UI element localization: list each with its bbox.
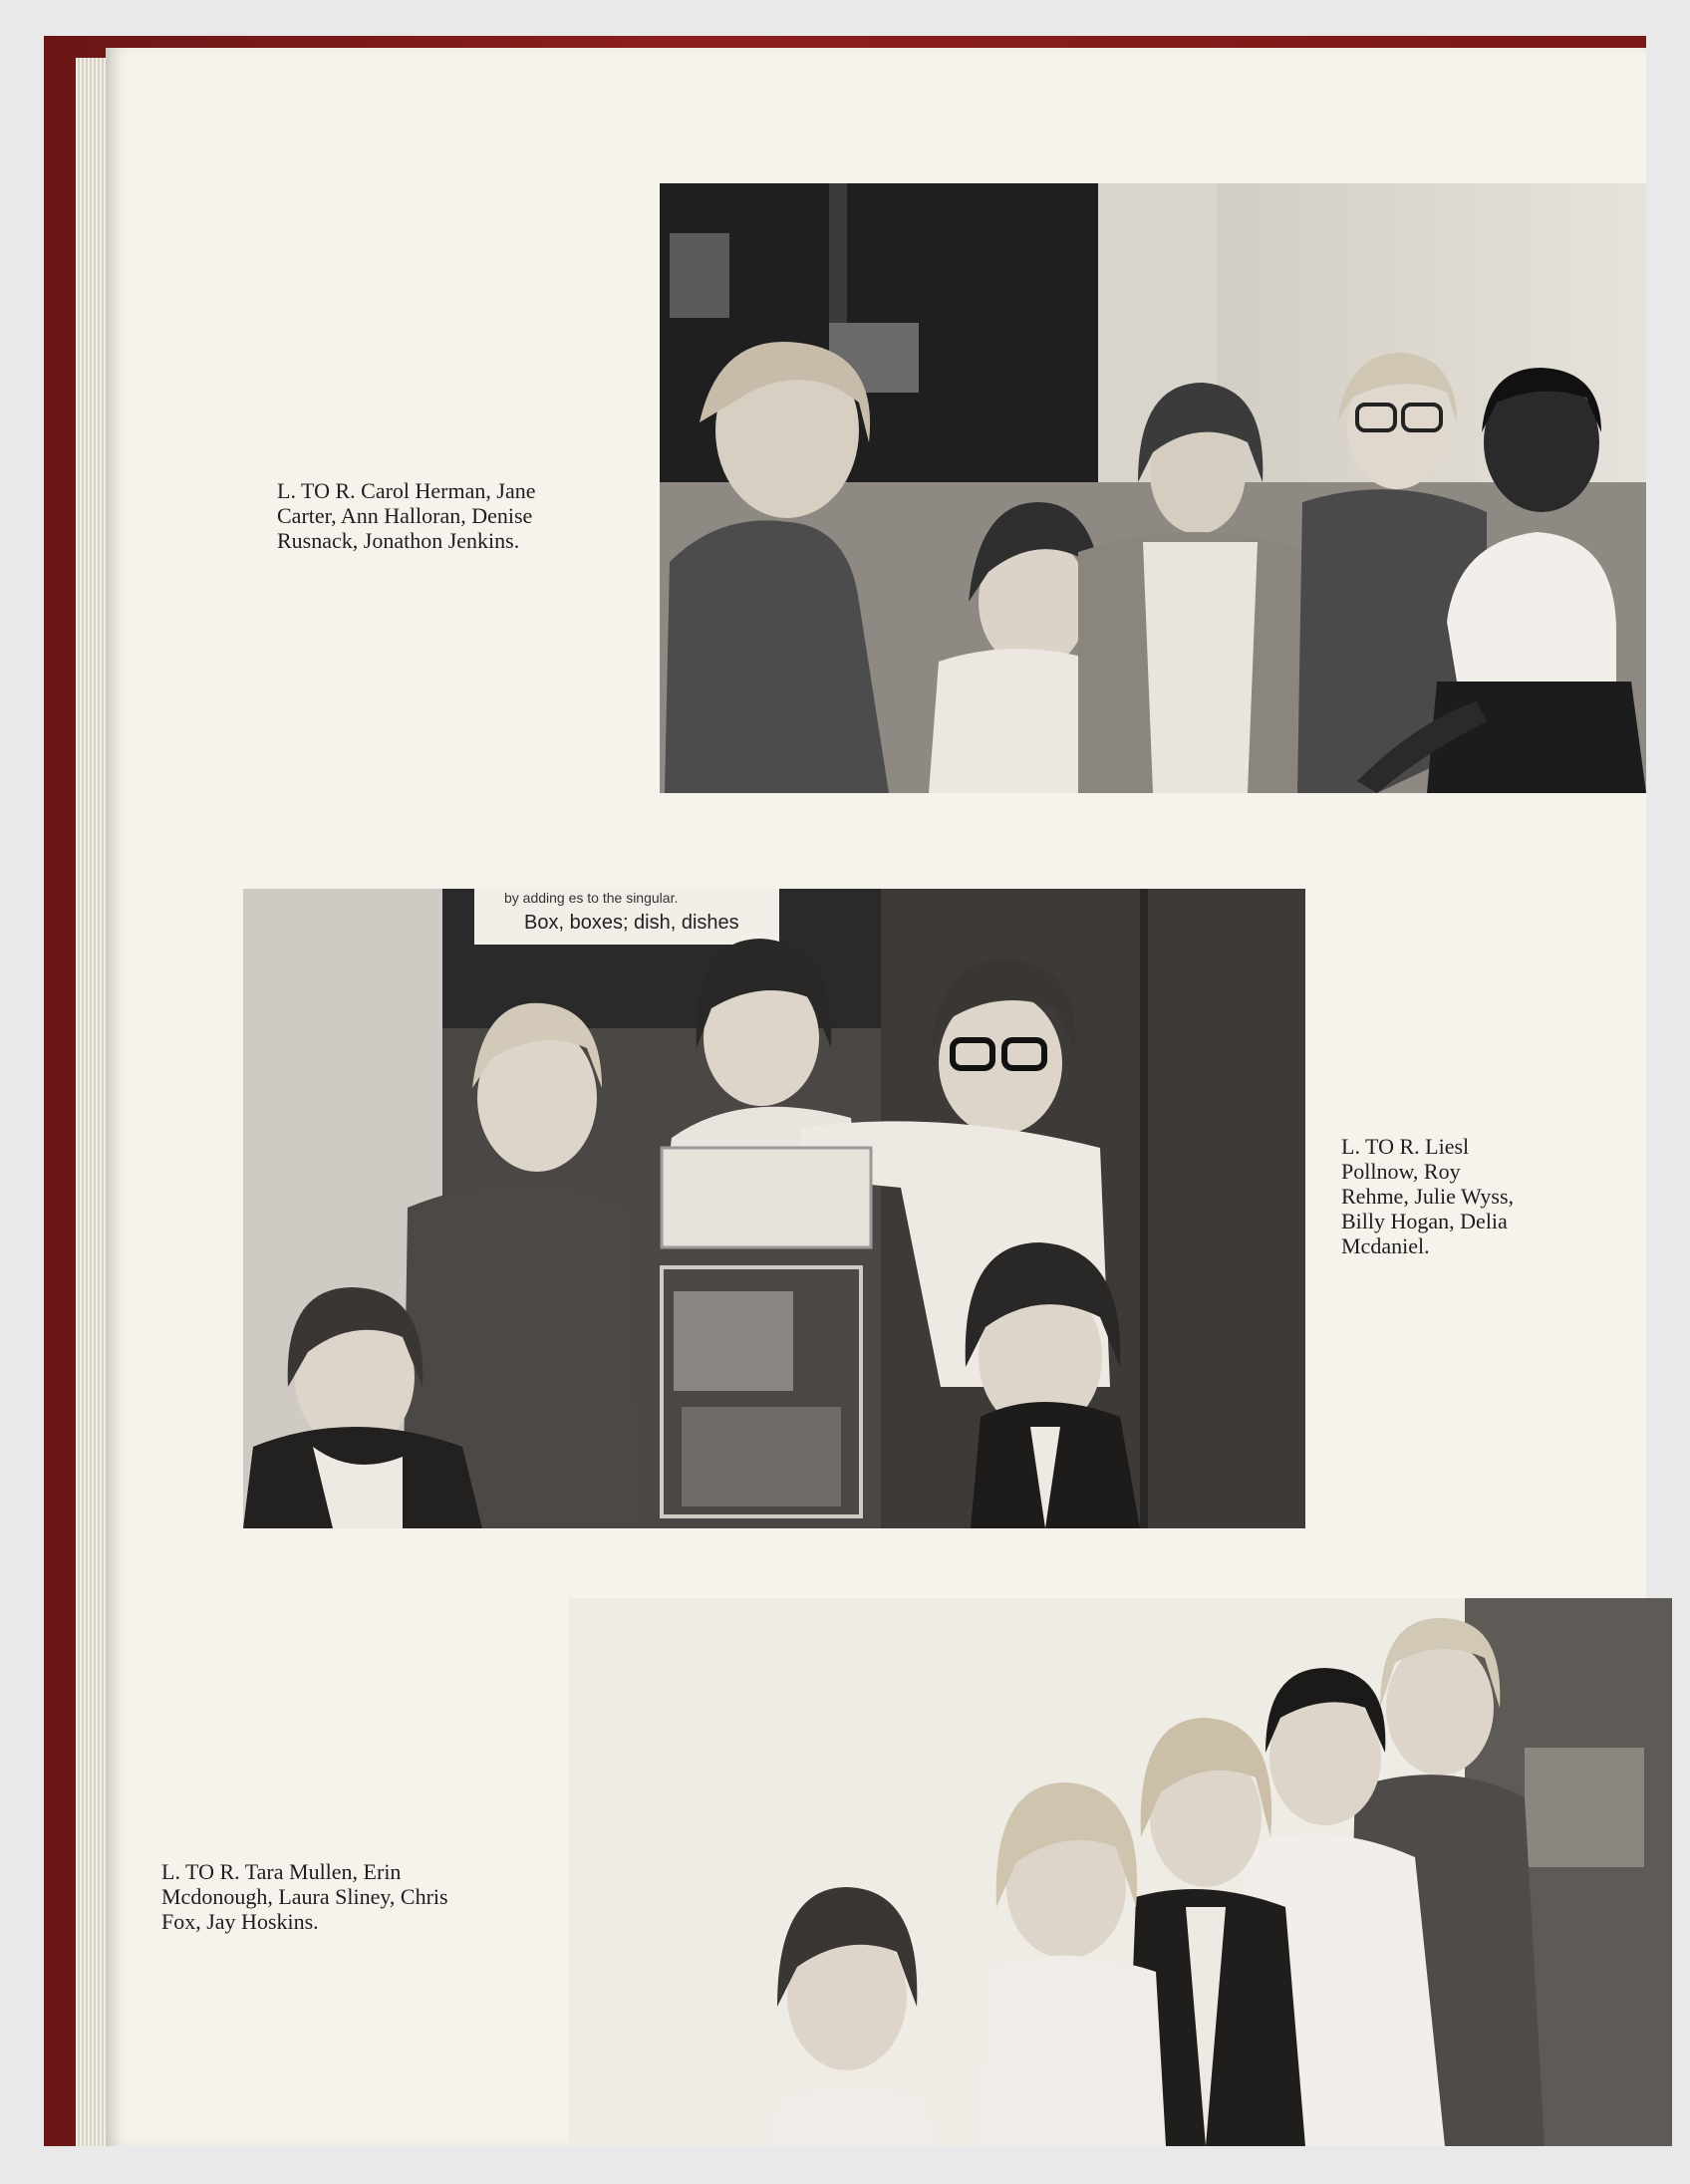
photo-top-image xyxy=(660,183,1646,793)
yearbook-page xyxy=(106,48,1646,2146)
poster-line-1: by adding es to the singular. xyxy=(504,890,679,906)
caption-top xyxy=(277,478,535,553)
caption-middle-line-2: Pollnow, Roy xyxy=(1341,1159,1461,1184)
photo-top-group xyxy=(660,183,1646,793)
caption-top-line-2: Carter, Ann Halloran, Denise xyxy=(277,503,533,528)
photo-middle-image xyxy=(243,889,1305,1528)
caption-middle xyxy=(1341,1134,1514,1258)
photo-middle-group xyxy=(243,889,1305,1528)
caption-top-line-3: Rusnack, Jonathon Jenkins. xyxy=(277,528,520,553)
photo-bottom-image xyxy=(568,1598,1672,2146)
poster-line-2: Box, boxes; dish, dishes xyxy=(524,912,739,934)
caption-middle-line-5: Mcdaniel. xyxy=(1341,1233,1430,1258)
caption-bottom xyxy=(161,1859,448,1934)
caption-middle-line-3: Rehme, Julie Wyss, xyxy=(1341,1184,1515,1209)
caption-bottom-line-1: L. TO R. Tara Mullen, Erin xyxy=(161,1859,402,1884)
caption-bottom-line-3: Fox, Jay Hoskins. xyxy=(161,1909,319,1934)
caption-bottom-line-2: Mcdonough, Laura Sliney, Chris xyxy=(161,1884,448,1909)
page-edges xyxy=(76,58,110,2146)
caption-middle-line-1: L. TO R. Liesl xyxy=(1341,1134,1470,1159)
caption-top-line-1: L. TO R. Carol Herman, Jane xyxy=(277,478,536,503)
caption-middle-line-4: Billy Hogan, Delia xyxy=(1341,1209,1508,1233)
photo-bottom-group xyxy=(568,1598,1672,2146)
